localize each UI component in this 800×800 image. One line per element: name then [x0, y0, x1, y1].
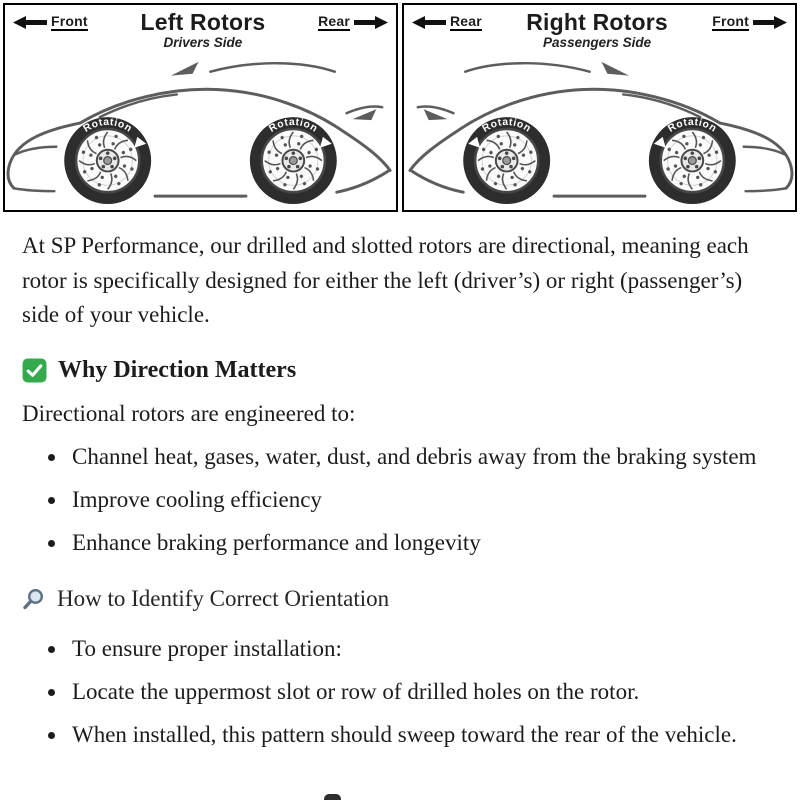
- arrow-right-icon: [753, 16, 787, 29]
- identify-orientation-list: [22, 632, 778, 752]
- left-panel-header: [5, 5, 396, 50]
- front-label: Front: [51, 13, 88, 29]
- rear-direction: [412, 11, 482, 31]
- lead-sentence: Directional rotors are engineered to:: [22, 400, 356, 426]
- magnifier-icon: [22, 587, 46, 611]
- right-rotors-panel: [402, 3, 797, 212]
- right-panel-header: [404, 5, 795, 50]
- front-direction: [13, 11, 88, 31]
- article-body: [0, 212, 800, 752]
- rotor-direction-diagram: [0, 0, 800, 212]
- front-direction: [712, 11, 787, 31]
- rotation-label-rear-wheel: Rotation: [480, 117, 533, 136]
- rear-label: Rear: [450, 13, 482, 29]
- right-panel-title: Right Rotors: [526, 9, 668, 35]
- left-rotors-panel: [3, 3, 398, 212]
- right-panel-title-block: [526, 10, 668, 50]
- left-panel-title-block: [140, 10, 265, 50]
- rotation-label-front-wheel: Rotation: [81, 117, 134, 136]
- arrow-left-icon: [13, 16, 47, 29]
- bullet-item: • When installed, this pattern should sweep toward the rear of the vehicle.: [68, 718, 778, 752]
- left-car-illustration: [5, 50, 396, 210]
- bullet-item: • Locate the uppermost slot or row of drilled holes on the rotor.: [68, 675, 778, 709]
- cutoff-element: [324, 794, 341, 800]
- front-label: Front: [712, 13, 749, 29]
- rotation-label-front-wheel: Rotation: [666, 117, 719, 136]
- why-direction-matters-list: [22, 440, 778, 560]
- arrow-right-icon: [354, 16, 388, 29]
- rear-label: Rear: [318, 13, 350, 29]
- bullet-item: • Enhance braking performance and longevity: [68, 526, 778, 560]
- bullet-item: • Channel heat, gases, water, dust, and debris away from the braking system: [68, 440, 778, 474]
- intro-paragraph: At SP Performance, our drilled and slotted rotors are directional, meaning each rotor is specifically designed for either the left (driver’s) or right (passenger’s) side of your vehicle.: [22, 233, 749, 328]
- right-car-illustration: [404, 50, 795, 210]
- rear-direction: [318, 11, 388, 31]
- section-heading-why-direction-matters: [22, 357, 778, 384]
- section-heading-text: How to Identify Correct Orientation: [57, 585, 390, 611]
- right-panel-subtitle: Passengers Side: [543, 35, 652, 51]
- rotation-label-rear-wheel: Rotation: [267, 117, 320, 136]
- left-panel-subtitle: Drivers Side: [163, 35, 243, 51]
- left-panel-title: Left Rotors: [140, 9, 266, 35]
- section-heading-identify-orientation: [22, 586, 778, 612]
- bullet-item: • Improve cooling efficiency: [68, 483, 778, 517]
- check-square-icon: [22, 358, 47, 383]
- bullet-item: • To ensure proper installation:: [68, 632, 778, 666]
- section-heading-text: Why Direction Matters: [58, 356, 297, 383]
- arrow-left-icon: [412, 16, 446, 29]
